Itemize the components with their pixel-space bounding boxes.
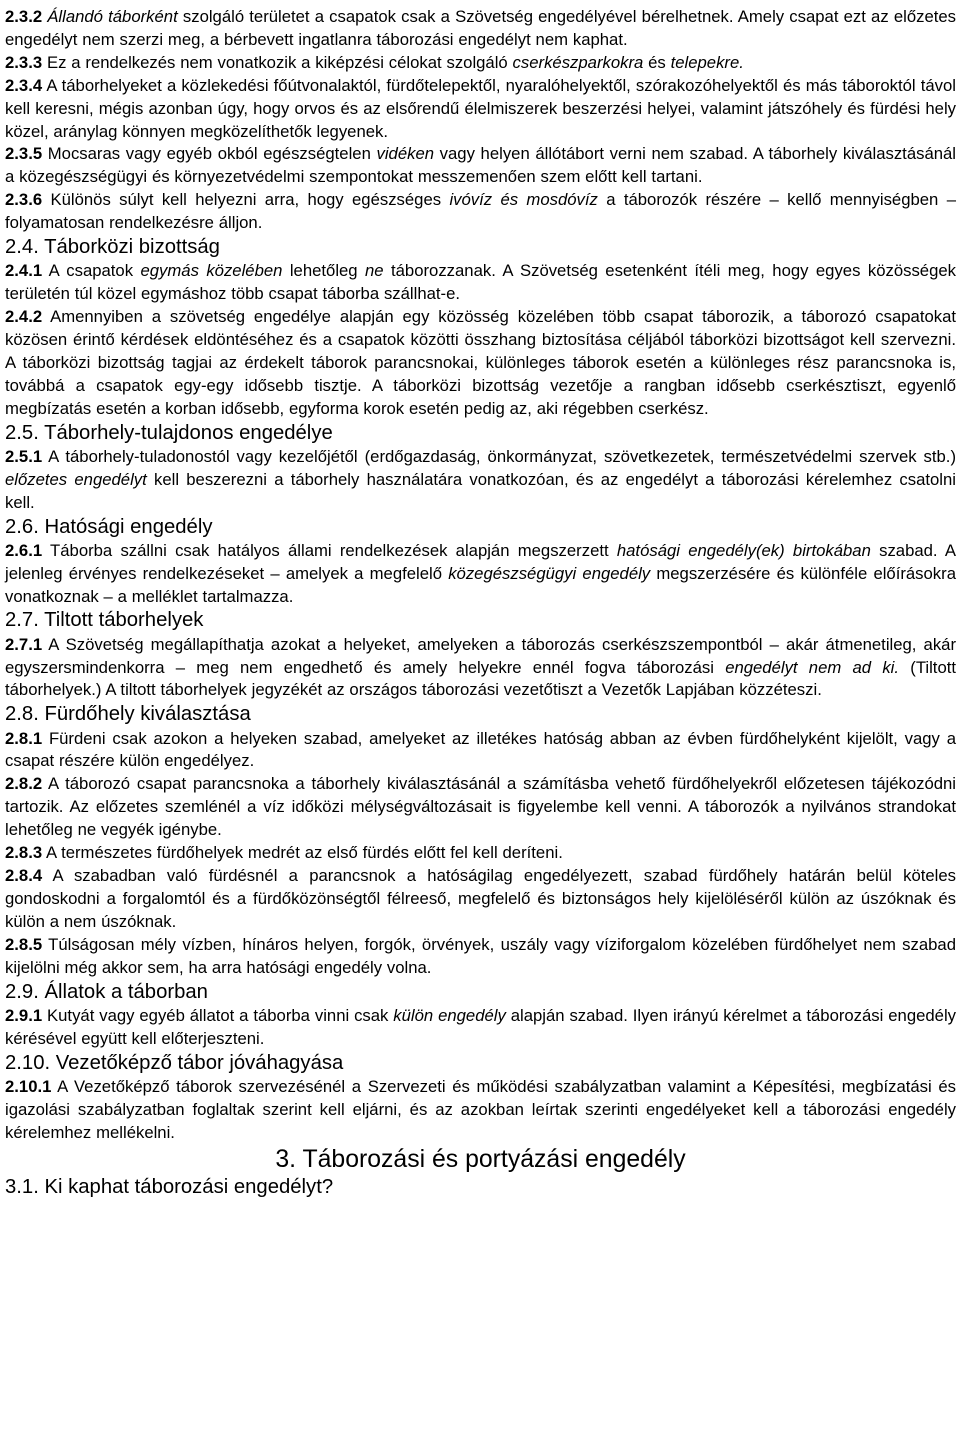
- section-number: 2.5.1: [5, 446, 43, 466]
- paragraph: [5, 728, 956, 774]
- paragraph-text: vagy helyen állótábort verni nem szabad. A táborhely kiválasztásánál a közegészségügyi és környezetvédelmi szempontokat messzemenően szem előtt kell tartani.: [5, 144, 956, 187]
- paragraph-text: A Szövetség megállapíthatja azokat a helyeket, amelyeken a táborozás cserkészszempontból – akár átmenetileg, akár egyszersmindenkorra – meg nem engedhető és amely helyekre ennél fogva táborozási: [5, 634, 956, 677]
- emphasis-text: ne: [365, 261, 384, 281]
- paragraph-text: A csapatok: [42, 261, 141, 281]
- section-number: 2.3.6: [5, 190, 43, 210]
- paragraph-text: szolgáló területet a csapatok csak a Szövetség engedélyével bérelhetnek. Amely csapat ezt az előzetes engedélyt nem szerzi meg, a bérbevett ingatlanra táborozási engedélyt nem kaphat.: [5, 7, 956, 49]
- paragraph-text: kell beszerezni a táborhely használatára vonatkozóan, és az engedélyt a táborozási kérelemhez csatolni kell.: [5, 469, 956, 512]
- section-heading: 2.10. Vezetőképző tábor jóváhagyása: [5, 1051, 344, 1074]
- emphasis-text: ivóvíz és mosdóvíz: [449, 190, 598, 210]
- emphasis-text: Állandó táborként: [47, 7, 178, 26]
- emphasis-text: előzetes engedélyt: [5, 469, 147, 489]
- section-number: 2.8.3: [5, 843, 43, 863]
- section-number: 2.3.4: [5, 75, 43, 95]
- paragraph-text: A táborhely-tuladonostól vagy kezelőjétől (erdőgazdaság, önkormányzat, szövetkezetek, természetvédelmi szervek stb.): [42, 446, 956, 466]
- paragraph-text: lehetőleg: [282, 261, 366, 281]
- paragraph-text: A szabadban való fürdésnél a parancsnok a hatóságilag engedélyezett, szabad fürdőhely határán belül köteles gondoskodni a forgalomtól és a fürdőközönségtől félreeső, megfelelő és biztonságos hely kijelöléséről külön az úszóknak és külön a nem úszóknak.: [5, 866, 956, 931]
- section-number: 2.8.2: [5, 774, 43, 794]
- paragraph-text: megszerzésére és különféle előírásokra vonatkoznak – a melléklet tartalmazza.: [5, 563, 956, 606]
- emphasis-text: vidéken: [376, 144, 435, 164]
- paragraph-text: A táborhelyeket a közlekedési főútvonalaktól, fürdőtelepektől, nyaralóhelyektől, szórakozóhelyektől és más táboroktól távol kell keresni, mégis azonban úgy, hogy orvos és az elsőrendű élelmiszerek beszerzési helyei, valamint játszóhely és fürdési hely közel, aránylag könnyen megközelíthetők legyenek.: [5, 75, 956, 141]
- section-heading: 2.9. Állatok a táborban: [5, 980, 208, 1003]
- section-heading: 2.5. Táborhely-tulajdonos engedélye: [5, 421, 333, 444]
- section-number: 2.8.1: [5, 728, 43, 748]
- paragraph-text: Ez a rendelkezés nem vonatkozik a kiképzési célokat szolgáló: [42, 52, 513, 72]
- paragraph: [5, 842, 956, 865]
- paragraph: [5, 773, 956, 842]
- paragraph: [5, 1005, 956, 1051]
- paragraph: [5, 446, 956, 515]
- paragraph-text: Táborba szállni csak hatályos állami rendelkezések alapján megszerzett: [42, 540, 617, 560]
- paragraph: [5, 6, 956, 52]
- paragraph: [5, 189, 956, 235]
- section-heading: 2.7. Tiltott táborhelyek: [5, 609, 204, 632]
- paragraph-text: és: [643, 52, 671, 72]
- section-number: 2.6.1: [5, 540, 43, 560]
- document-body: [5, 6, 956, 1201]
- chapter-heading: 3. Táborozási és portyázási engedély: [275, 1146, 686, 1174]
- paragraph: [5, 260, 956, 306]
- emphasis-text: engedélyt nem ad ki.: [725, 657, 900, 677]
- paragraph-text: A táborozó csapat parancsnoka a táborhely kiválasztásánál a számításba vehető fürdőhelyekről előzetesen tájékozódni tartozik. Az előzetes szemlénél a víz időközi mélységváltozásait is figyelembe kell venni. A táborozók a nyilvános strandokat lehetőleg ne vegyék igénybe.: [5, 774, 956, 840]
- paragraph: [5, 865, 956, 934]
- section-number: 2.9.1: [5, 1005, 43, 1025]
- paragraph: [5, 634, 956, 703]
- emphasis-text: cserkészparkokra: [512, 52, 644, 72]
- emphasis-text: egymás közelében: [140, 261, 283, 281]
- paragraph-text: Túlságosan mély vízben, hínáros helyen, forgók, örvények, uszály vagy víziforgalom közelében fürdőhelyet nem szabad kijelölni még akkor sem, ha arra hatósági engedély volna.: [5, 934, 956, 977]
- section-number: 2.8.4: [5, 866, 43, 886]
- section-heading: 2.6. Hatósági engedély: [5, 515, 213, 538]
- paragraph-text: Mocsaras vagy egyéb okból egészségtelen: [42, 144, 377, 164]
- paragraph-text: Fürdeni csak azokon a helyeken szabad, amelyeket az illetékes hatóság abban az évben fürdőhelyként kijelölt, vagy a csapat részére külön engedélyez.: [5, 728, 956, 771]
- emphasis-text: telepekre.: [670, 52, 744, 72]
- paragraph-text: szabad. A jelenleg érvényes rendelkezéseket – amelyek a megfelelő: [5, 540, 956, 583]
- paragraph-text: A természetes fürdőhelyek medrét az első fürdés előtt fel kell deríteni.: [42, 843, 563, 863]
- paragraph-text: Különös súlyt kell helyezni arra, hogy egészséges: [42, 190, 450, 210]
- paragraph-text: alapján szabad. Ilyen irányú kérelmet a táborozási engedély kérésével együtt kell előterjeszteni.: [5, 1005, 956, 1048]
- paragraph-text: Kutyát vagy egyéb állatot a táborba vinni csak: [42, 1005, 394, 1025]
- paragraph-text: Amennyiben a szövetség engedélye alapján egy közösség közelében több csapat táborozik, a táborozó csapatokat közösen érintő kérdések eldöntéséhez és a csapatok közötti összhang biztosítása céljából táborközi bizottságot kell szervezni. A táborközi bizottság tagjai az érdekelt táborok parancsnokai, különleges táborok esetén a különleges rész parancsnoka is, továbbá a csapatok egy-egy idősebb tisztje. A táborközi bizottság vezetője a rangban idősebb cserkésztiszt, egyenlő megbízatás esetén a korban idősebb, egyforma korok esetén pedig az, aki régebben cserkész.: [5, 307, 956, 418]
- paragraph: [5, 306, 956, 421]
- paragraph: [5, 1076, 956, 1145]
- section-number: 2.3.2: [5, 7, 43, 26]
- section-number: 2.3.3: [5, 52, 43, 72]
- section-number: 2.4.1: [5, 261, 43, 281]
- section-heading: 2.8. Fürdőhely kiválasztása: [5, 703, 251, 726]
- paragraph: [5, 143, 956, 189]
- section-number: 2.7.1: [5, 634, 43, 654]
- section-number: 2.3.5: [5, 144, 43, 164]
- section-number: 2.10.1: [5, 1076, 52, 1096]
- paragraph-text: a táborozók részére – kellő mennyiségben – folyamatosan rendelkezésre álljon.: [5, 190, 956, 233]
- paragraph: [5, 52, 956, 75]
- paragraph-text: (Tiltott táborhelyek.) A tiltott táborhelyek jegyzékét az országos táborozási vezetőtiszt a Vezetők Lapjában közzéteszi.: [5, 657, 956, 700]
- emphasis-text: hatósági engedély(ek) birtokában: [616, 540, 871, 560]
- paragraph-text: A Vezetőképző táborok szervezésénél a Szervezeti és működési szabályzatban valamint a Képesítési, megbízatási és igazolási szabályzatban foglaltak szerint kell eljárni, és az azokban leírtak szerinti engedélyeket kell a táborozási engedély kérelemhez mellékelni.: [5, 1076, 956, 1142]
- paragraph: [5, 75, 956, 144]
- paragraph: [5, 540, 956, 609]
- emphasis-text: külön engedély: [393, 1005, 506, 1025]
- section-number: 2.4.2: [5, 307, 43, 327]
- paragraph-text: táborozzanak. A Szövetség esetenként ítéli meg, hogy egyes közösségek területén túl közel egymáshoz több csapat táborba szállhat-e.: [5, 261, 956, 304]
- paragraph: [5, 934, 956, 980]
- section-heading: 2.4. Táborközi bizottság: [5, 236, 220, 259]
- section-number: 2.8.5: [5, 934, 43, 954]
- section-heading: 3.1. Ki kaphat táborozási engedélyt?: [5, 1176, 334, 1199]
- emphasis-text: közegészségügyi engedély: [448, 563, 651, 583]
